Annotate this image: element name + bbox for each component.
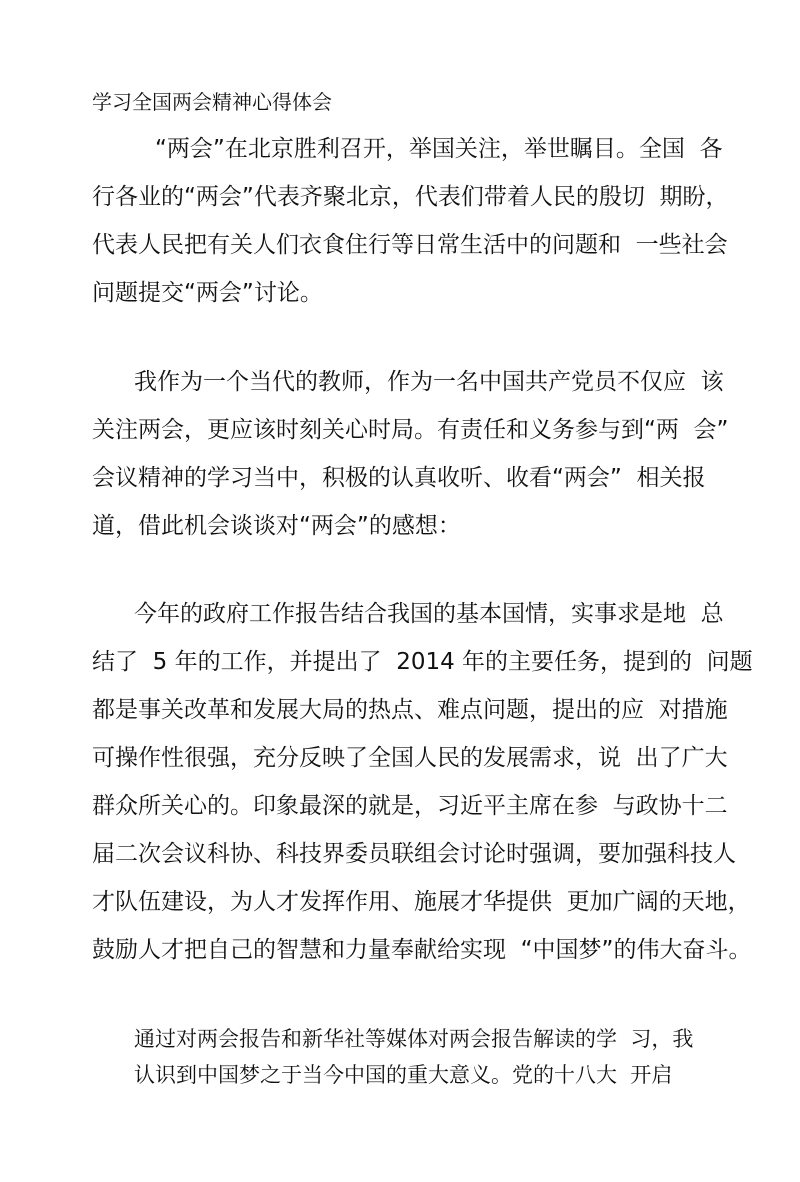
- paragraph-line: 结了 5 年的工作，并提出了 2014 年的主要任务，提到的 问题: [92, 649, 753, 675]
- paragraph-line: 才队伍建设，为人才发挥作用、施展才华提供 更加广阔的天地，: [92, 889, 751, 915]
- paragraph-line: 今年的政府工作报告结合我国的基本国情，实事求是地 总: [134, 601, 724, 627]
- paragraph-line: 关注两会，更应该时刻关心时局。有责任和义务参与到“两 会”: [92, 417, 729, 443]
- paragraph-line: 行各业的“两会”代表齐聚北京，代表们带着人民的殷切 期盼，: [92, 184, 729, 210]
- paragraph-line: 我作为一个当代的教师，作为一名中国共产党员不仅应 该: [134, 369, 724, 395]
- paragraph-line: 代表人民把有关人们衣食住行等日常生活中的问题和 一些社会: [92, 232, 728, 258]
- paragraph-line: 可操作性很强，充分反映了全国人民的发展需求，说 出了广大: [92, 745, 728, 771]
- paragraph-line: 通过对两会报告和新华社等媒体对两会报告解读的学 习，我: [134, 1027, 694, 1051]
- paragraph-line: 道，借此机会谈谈对“两会”的感想：: [92, 513, 461, 539]
- paragraph-line: 都是事关改革和发展大局的热点、难点问题，提出的应 对措施: [92, 697, 728, 723]
- paragraph-line: “两会”在北京胜利召开，举国关注，举世瞩目。全国 各: [155, 136, 723, 162]
- paragraph-line: 群众所关心的。印象最深的就是，习近平主席在参 与政协十二: [92, 793, 728, 819]
- document-title: 学习全国两会精神心得体会: [92, 90, 332, 114]
- paragraph-line: 届二次会议科协、科技界委员联组会讨论时强调，要加强科技人: [92, 841, 736, 867]
- paragraph-line: 会议精神的学习当中，积极的认真收听、收看“两会” 相关报: [92, 465, 706, 491]
- paragraph-line: 鼓励人才把自己的智慧和力量奉献给实现 “中国梦”的伟大奋斗。: [92, 937, 752, 963]
- paragraph-line: 认识到中国梦之于当今中国的重大意义。党的十八大 开启: [134, 1063, 673, 1087]
- paragraph-line: 问题提交“两会”讨论。: [92, 280, 323, 306]
